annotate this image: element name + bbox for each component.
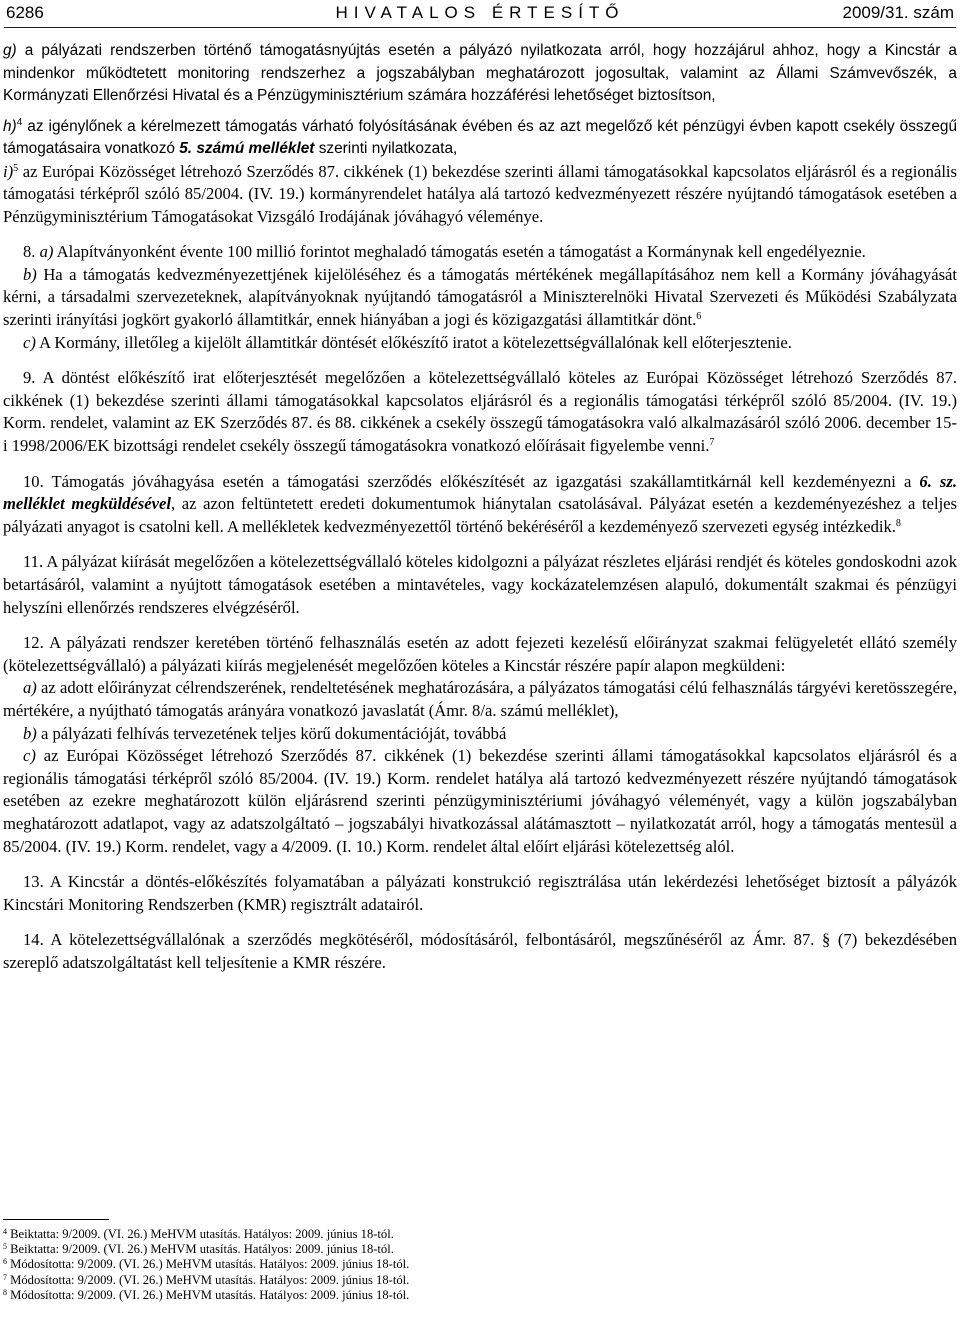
item-text: a pályázati rendszerben történő támogatásnyújtás esetén a pályázó nyilatkozata arról, hogy hozzájárul ahhoz, hogy a Kincstár a mindenkor működtetett monitoring rendszerhez a jogszabályban meghatározott jogosultak, valamint az Állami Számvevőszék, a Kormányzati Ellenőrzési Hivatal és a Pénzügyminisztérium számára hozzáférési lehetőséget biztosítson,: [3, 42, 957, 104]
item-label: b): [23, 723, 37, 743]
item-label: a): [39, 242, 54, 262]
footnote-ref[interactable]: 5: [13, 162, 19, 174]
section-12: [3, 632, 957, 677]
item-g: [3, 40, 957, 108]
footnote-ref[interactable]: 8: [895, 517, 901, 529]
footnote: [3, 1257, 703, 1272]
item-label: i): [3, 161, 14, 181]
item-label: g): [3, 42, 17, 59]
header-rule: [4, 27, 956, 28]
section-10: [3, 471, 957, 539]
item-text: a pályázati felhívás tervezetének teljes körű dokumentációját, továbbá: [40, 723, 507, 743]
item-text-tail: szerinti nyilatkozata,: [318, 140, 458, 157]
footnote-number: 5: [3, 1242, 7, 1252]
item-h: [3, 116, 957, 161]
footnotes: [3, 1227, 703, 1303]
section-text: 12. A pályázati rendszer keretében történő felhasználás esetén az adott fejezeti kezelésű előirányzat szakmai felügyeletét ellátó személy (kötelezettségvállaló) a pályázati kiírás megjelenését megelőzően köteles a Kincstár részére papír alapon megküldeni:: [3, 633, 957, 675]
page-number: 6286: [6, 3, 44, 22]
footnote-text: Beiktatta: 9/2009. (VI. 26.) MeHVM utasítás. Hatályos: 2009. június 18-tól.: [10, 1227, 394, 1241]
item-text: az adott előirányzat célrendszerének, rendeltetésének meghatározására, a pályázatos támogatási célú felhasználás tárgyévi keretösszegére, mértékére, a nyújtható támogatás arányára vonatkozó javaslatát (Ámr. 8/a. számú melléklet),: [3, 678, 957, 720]
footnote-text: Módosította: 9/2009. (VI. 26.) MeHVM utasítás. Hatályos: 2009. június 18-tól.: [10, 1272, 410, 1287]
item-text: Alapítványonként évente 100 millió forintot meghaladó támogatás esetén a támogatást a Kormánynak kell engedélyeznie.: [56, 242, 866, 262]
section-13: [3, 871, 957, 916]
item-text: az Európai Közösséget létrehozó Szerződés 87. cikkének (1) bekezdése szerinti állami támogatásokkal kapcsolatos eljárásról és a regionális támogatási térképről szóló 85/2004. (IV. 19.) kormányrendelet hatálya alá tartozó kedvezményezett részére nyújtandó támogatások esetében a Pénzügyminisztérium Támogatásokat Vizsgáló Irodájának jóváhagyó véleménye.: [3, 161, 957, 226]
item-text: Ha a támogatás kedvezményezettjének kijelöléséhez és a támogatás mértékének megállapításához nem kell a Kormány jóváhagyását kérni, a társadalmi szervezeteknek, alapítványoknak nyújtandó támogatásról a Miniszterelnöki Hivatal Szervezeti és Működési Szabályzata szerinti irányítási jogkört gyakorló államtitkár, ennek hiányában a jogi és közigazgatási államtitkár dönt.: [3, 264, 958, 330]
item-text: az igénylőnek a kérelmezett támogatás várható folyósításának évében és az azt megelőző két pénzügyi évben kapott csekély összegű támogatásaira vonatkozó: [3, 117, 958, 157]
footnote-number: 6: [3, 1257, 7, 1267]
item-text: A Kormány, illetőleg a kijelölt államtitkár döntését előkészítő iratot a kötelezettségvállalónak kell előterjesztenie.: [39, 332, 792, 352]
section-text: 14. A kötelezettségvállalónak a szerződés megkötéséről, módosításáról, felbontásáról, megszűnéséről az Ámr. 87. § (7) bekezdésében szereplő adatszolgáltatást kell teljesítenie a KMR részére.: [3, 930, 957, 972]
page-header: [0, 1, 960, 25]
section-14: [3, 929, 957, 974]
section-11: [3, 551, 957, 619]
section-text: 10. Támogatás jóváhagyása esetén a támogatási szerződés előkészítését az igazgatási szakállamtitkárnál kell kezdeményezni a: [23, 471, 912, 491]
document-body: [3, 40, 957, 975]
item-text: az Európai Közösséget létrehozó Szerződés 87. cikkének (1) bekezdése szerinti állami támogatásokkal kapcsolatos eljárásról és a regionális támogatási térképről szóló 85/2004. (IV. 19.) Korm. rendelet hatálya alá tartozó kedvezményezett részére nyújtandó támogatások esetében az ezekre meghatározott külön eljárásrend szerinti pénzügyminisztériumi jóváhagyó véleményét, vagy a külön jogszabályban meghatározott adatlapot, vagy az adatszolgáltató – jogszabályi hivatkozással alátámasztott – nyilatkozatát arról, hogy a támogatás mentesül a 85/2004. (IV. 19.) Korm. rendelet, vagy a 4/2009. (I. 10.) Korm. rendelet által előírt eljárási kötelezettség alól.: [3, 746, 957, 856]
footnote-text: Beiktatta: 9/2009. (VI. 26.) MeHVM utasítás. Hatályos: 2009. június 18-tól.: [10, 1242, 394, 1257]
section-12-b: [3, 723, 957, 746]
footnote-number: 7: [3, 1272, 7, 1282]
section-number: 8.: [23, 242, 36, 262]
section-12-a: [3, 677, 957, 722]
footnote-number: 8: [3, 1287, 7, 1297]
annex-reference: 6. sz. melléklet megküldésével: [3, 471, 957, 514]
footnote-ref[interactable]: 7: [709, 437, 715, 449]
footnote: [3, 1242, 703, 1257]
footnote-ref[interactable]: 4: [16, 116, 23, 128]
journal-title: HIVATALOS ÉRTESÍTŐ: [335, 3, 625, 22]
footnote: [3, 1288, 703, 1303]
section-text: 13. A Kincstár a döntés-előkészítés folyamatában a pályázati konstrukció regisztrálása után lekérdezési lehetőséget biztosít a pályázók Kincstári Monitoring Rendszerben (KMR) regisztrált adatairól.: [3, 872, 957, 914]
issue-number: 2009/31. szám: [842, 3, 954, 22]
section-12-c: [3, 745, 957, 858]
section-8-a: [3, 241, 957, 264]
footnote: [3, 1273, 703, 1288]
footnote: [3, 1227, 703, 1242]
footnote-rule: [3, 1219, 109, 1220]
footnote-number: 4: [3, 1227, 7, 1236]
item-label: h): [3, 117, 17, 135]
section-text-tail: , az azon feltüntetett eredeti dokumentumok hiánytalan csatolásával. Pályázat esetén a kezdeményezéshez a teljes pályázati anyagot is csatolni kell. A mellékletek kedvezményezettől történő bekéréséről a kezdeményező szervezeti egység intézkedik.: [3, 494, 958, 536]
section-8-c: [3, 332, 957, 355]
section-9: [3, 367, 957, 457]
annex-reference: 5. számú melléklet: [179, 140, 315, 157]
footnote-text: Módosította: 9/2009. (VI. 26.) MeHVM utasítás. Hatályos: 2009. június 18-tól.: [10, 1287, 410, 1302]
section-8-b: [3, 264, 957, 332]
item-label: c): [23, 332, 36, 352]
item-label: a): [23, 678, 37, 698]
item-label: c): [23, 746, 36, 766]
item-label: b): [23, 264, 37, 284]
item-i: [3, 161, 957, 229]
section-text: 11. A pályázat kiírását megelőzően a kötelezettségvállaló köteles kidolgozni a pályázat részletes eljárási rendjét és köteles gondoskodni azok betartásáról, valamint a nyújtott támogatások esetében a mintavételes, vagy kockázatelemzésen alapuló, dokumentált szakmai és pénzügyi helyszíni ellenőrzés rendszeres elvégzéséről.: [3, 552, 957, 617]
footnote-text: Módosította: 9/2009. (VI. 26.) MeHVM utasítás. Hatályos: 2009. június 18-tól.: [10, 1257, 410, 1272]
footnote-ref[interactable]: 6: [696, 311, 702, 323]
section-text: 9. A döntést előkészítő irat előterjesztését megelőzően a kötelezettségvállaló köteles az Európai Közösséget létrehozó Szerződés 87. cikkének (1) bekezdése szerinti állami támogatásokkal kapcsolatos eljárásról és a regionális támogatási térképről szóló 85/2004. (IV. 19.) Korm. rendelet, valamint az EK Szerződés 87. és 88. cikkének a csekély összegű támogatásokra való alkalmazásáról szóló 2006. december 15-i 1998/2006/EK bizottsági rendelet csekély összegű támogatásokra vonatkozó előírásait figyelembe venni.: [3, 368, 957, 456]
